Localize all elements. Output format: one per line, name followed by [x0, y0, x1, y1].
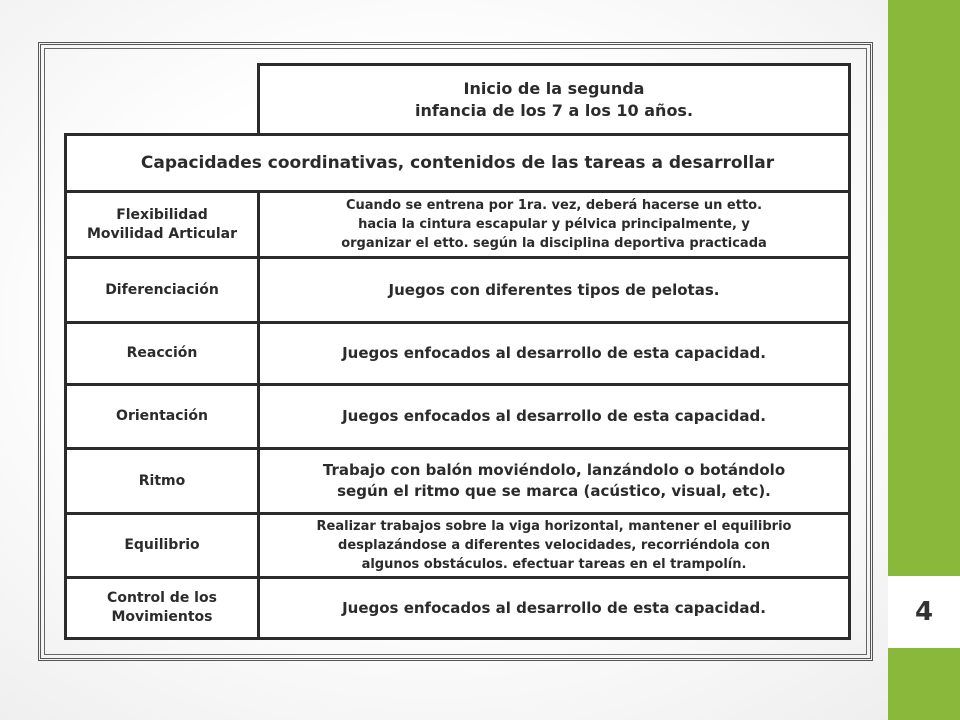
- title-line-2: infancia de los 7 a los 10 años.: [414, 100, 694, 120]
- row-desc-line: hacia la cintura escapular y pélvica principalmente, y: [358, 217, 750, 232]
- row-desc-line: Cuando se entrena por 1ra. vez, deberá hacerse un etto.: [345, 198, 763, 213]
- row-label-diferenciacion: [64, 256, 260, 324]
- row-label-reaccion: [64, 321, 260, 386]
- table-title: [257, 63, 851, 136]
- row-desc-line: organizar el etto. según la disciplina deportiva practicada: [341, 236, 767, 251]
- row-label-line: Diferenciación: [105, 281, 219, 298]
- row-desc-equilibrio: [257, 512, 851, 579]
- row-desc-line: Trabajo con balón moviéndolo, lanzándolo o botándolo: [322, 461, 786, 479]
- table-header-text: Capacidades coordinativas, contenidos de las tareas a desarrollar: [140, 153, 775, 173]
- sidebar-accent-bottom: [888, 648, 960, 720]
- row-label-line: Orientación: [116, 408, 208, 424]
- row-desc-reaccion: [257, 321, 851, 386]
- row-label-flexibilidad: [64, 190, 260, 259]
- row-label-orientacion: [64, 383, 260, 450]
- page-number: 4: [888, 576, 960, 648]
- sidebar-accent-top: [888, 0, 960, 576]
- row-label-line: Equilibrio: [124, 537, 200, 553]
- row-label-ritmo: [64, 447, 260, 515]
- row-desc-line: Juegos con diferentes tipos de pelotas.: [388, 280, 720, 299]
- row-desc-line: algunos obstáculos. efectuar tareas en el trampolín.: [361, 557, 747, 572]
- table-header: [64, 133, 851, 193]
- row-label-line: Flexibilidad: [116, 206, 208, 223]
- row-desc-line: Juegos enfocados al desarrollo de esta capacidad.: [342, 407, 766, 425]
- row-label-line: Movilidad Articular: [86, 225, 238, 242]
- row-desc-control: [257, 576, 851, 640]
- row-desc-line: desplazándose a diferentes velocidades, recorriéndola con: [338, 538, 770, 553]
- row-desc-line: Juegos enfocados al desarrollo de esta capacidad.: [342, 598, 766, 617]
- row-desc-diferenciacion: [257, 256, 851, 324]
- row-label-line: Ritmo: [138, 472, 186, 489]
- title-line-1: Inicio de la segunda: [463, 78, 645, 98]
- row-label-line: Control de los: [107, 590, 217, 606]
- row-desc-ritmo: [257, 447, 851, 515]
- row-label-line: Movimientos: [111, 609, 213, 625]
- row-label-control: [64, 576, 260, 640]
- row-desc-orientacion: [257, 383, 851, 450]
- row-desc-line: según el ritmo que se marca (acústico, visual, etc).: [337, 482, 771, 500]
- row-desc-line: Juegos enfocados al desarrollo de esta capacidad.: [342, 344, 766, 362]
- row-desc-line: Realizar trabajos sobre la viga horizontal, mantener el equilibrio: [316, 519, 792, 534]
- row-label-equilibrio: [64, 512, 260, 579]
- row-desc-flexibilidad: [257, 190, 851, 259]
- row-label-line: Reacción: [126, 345, 198, 361]
- slide-sidebar: [888, 0, 960, 720]
